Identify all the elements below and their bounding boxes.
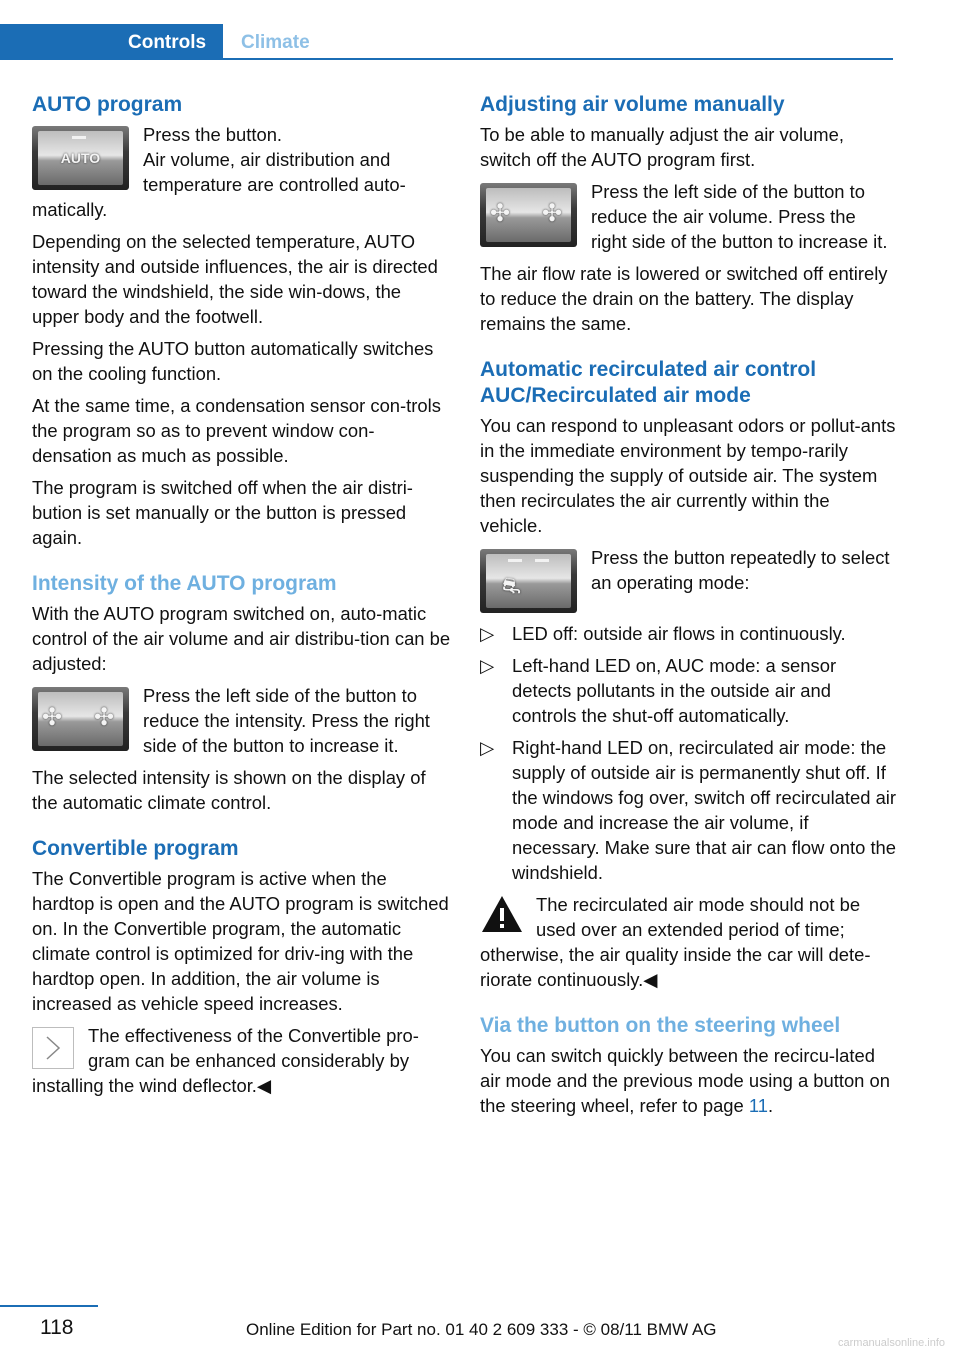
auto-paragraph-4: The program is switched off when the air distri-bution is set manually or the button is pressed again. [32, 477, 413, 548]
list-item [480, 621, 896, 646]
bullet-arrow-icon: ▷ [480, 655, 495, 676]
intensity-heading: Intensity of the AUTO program [32, 572, 337, 595]
end-mark-icon: ◀ [643, 969, 658, 990]
list-item [480, 653, 896, 728]
note-icon [32, 1027, 74, 1069]
list-item [480, 735, 896, 885]
tab-climate-label: Climate [241, 32, 310, 53]
led-indicator [72, 136, 86, 139]
warning-text-body: The recirculated air mode should not be used over an extended period of time; otherwise, the air quality inside the car will dete-riorate continuously. [480, 894, 871, 990]
auto-paragraph-3: At the same time, a condensation sensor con-trols the program so as to prevent window con-densation as much as possible. [32, 395, 441, 466]
tab-controls-label: Controls [128, 32, 207, 53]
convertible-note [32, 1023, 452, 1098]
led-left-indicator [508, 559, 522, 562]
tab-controls[interactable] [0, 24, 223, 60]
air-volume-button-image [480, 183, 577, 247]
intensity-paragraph-3: The selected intensity is shown on the display of the automatic climate control. [32, 767, 426, 813]
fan-low-icon: ✣ [490, 200, 511, 227]
edition-text: Online Edition for Part no. 01 40 2 609 333 - © 08/11 BMW AG [246, 1320, 717, 1339]
auto-intro-text: Press the button. [143, 124, 283, 145]
warning-icon [480, 894, 524, 934]
intensity-paragraph-1: With the AUTO program switched on, auto-matic control of the air volume and air distribu-tion can be adjusted: [32, 603, 451, 674]
list-item-text: LED off: outside air flows in continuously. [512, 623, 846, 644]
auto-intro-text2: Air volume, air distribution and temperature are controlled auto-matically. [32, 149, 406, 220]
convertible-note-text: The effectiveness of the Convertible pro-gram can be enhanced considerably by installing the wind deflector. [32, 1025, 419, 1096]
list-item-text: Right-hand LED on, recirculated air mode: the supply of outside air is permanently shut off. If the windows fog over, switch off recirculated air mode and increase the air volume, if necessary. Make sure that air can flow onto the windshield. [512, 737, 897, 883]
auto-button-label: AUTO [60, 150, 101, 166]
fan-low-icon: ✣ [42, 704, 63, 731]
bullet-arrow-icon: ▷ [480, 623, 495, 644]
steering-paragraph-text: You can switch quickly between the recircu-lated air mode and the previous mode using a button on the steering wheel, refer to page [480, 1045, 890, 1116]
volume-paragraph-3: The air flow rate is lowered or switched off entirely to reduce the drain on the battery. The display remains the same. [480, 263, 888, 334]
list-item-text: Left-hand LED on, AUC mode: a sensor detects pollutants in the outside air and controls the shut-off automatically. [512, 655, 837, 726]
watermark: carmanualsonline.info [838, 1337, 946, 1349]
fan-high-icon: ✣ [542, 200, 563, 227]
bullet-arrow-icon: ▷ [480, 737, 495, 758]
footer-divider [0, 1305, 98, 1307]
header-divider [223, 58, 893, 60]
left-column [32, 92, 452, 1105]
auto-heading: AUTO program [32, 93, 183, 116]
intensity-paragraph-2: Press the left side of the button to reduce the intensity. Press the right side of the button to increase it. [143, 685, 430, 756]
warning-text [480, 892, 896, 992]
volume-paragraph-2: Press the left side of the button to reduce the air volume. Press the right side of the button to increase it. [591, 181, 888, 252]
auto-button-image [32, 126, 129, 190]
recirc-heading: Automatic recirculated air control AUC/Recirculated air mode [480, 358, 817, 407]
fan-high-icon: ✣ [94, 704, 115, 731]
fan-button-image [32, 687, 129, 751]
end-mark-icon: ◀ [256, 1075, 272, 1096]
recirc-car-icon: ⛐ [502, 573, 521, 598]
tab-climate[interactable] [223, 24, 893, 60]
recirc-paragraph-2: Press the button repeatedly to select an operating mode: [591, 547, 890, 593]
steering-paragraph [480, 1043, 896, 1118]
header-bar [0, 24, 893, 60]
led-right-indicator [535, 559, 549, 562]
auto-paragraph-1: Depending on the selected temperature, AUTO intensity and outside influences, the air is directed toward the windshield, the side win-dows, the upper body and the footwell. [32, 231, 438, 327]
convertible-heading: Convertible program [32, 837, 239, 860]
steering-heading: Via the button on the steering wheel [480, 1014, 841, 1037]
page-link[interactable]: 11 [748, 1095, 768, 1116]
volume-paragraph-1: To be able to manually adjust the air volume, switch off the AUTO program first. [480, 124, 844, 170]
volume-heading: Adjusting air volume manually [480, 93, 785, 116]
steering-end: . [767, 1095, 774, 1116]
auto-paragraph-2: Pressing the AUTO button automatically switches on the cooling function. [32, 338, 434, 384]
recirc-paragraph-1: You can respond to unpleasant odors or pollut-ants in the immediate environment by tempo-rarily suspending the supply of outside air. The system then recirculates the air currently within the vehicle. [480, 415, 896, 536]
right-column [480, 92, 896, 1125]
recirc-button-image [480, 549, 577, 613]
convertible-paragraph-1: The Convertible program is active when the hardtop is open and the AUTO program is switched on. In the Convertible program, the automatic climate control is optimized for driv-ing with the hardtop open. In addition, the air volume is increased as vehicle speed increases. [32, 868, 449, 1014]
page-number: 118 [40, 1316, 74, 1339]
